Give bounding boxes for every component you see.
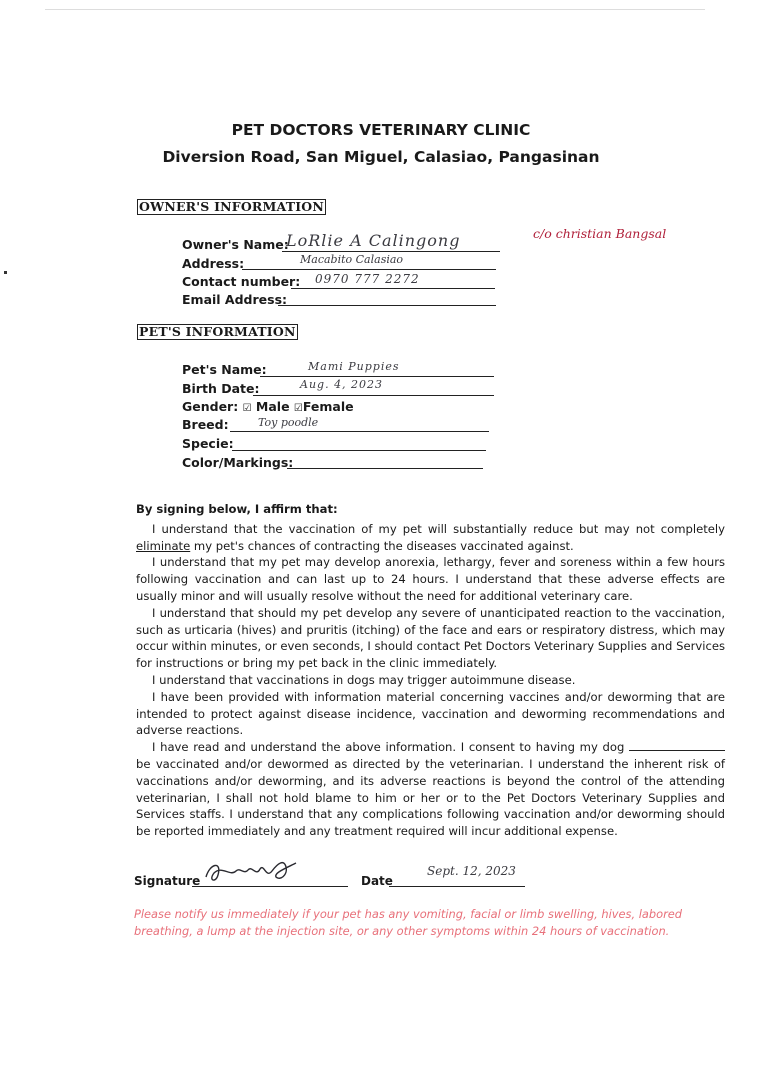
email-label: Email Address: bbox=[182, 292, 288, 307]
pet-name-value[interactable]: Mami Puppies bbox=[308, 360, 400, 373]
p6-text-a: I have read and understand the above information. I consent to having my dog bbox=[152, 740, 629, 755]
specie-line bbox=[232, 450, 486, 451]
owner-name-value[interactable]: LoRlie A Calingong bbox=[286, 231, 461, 250]
gender-label: Gender: bbox=[182, 399, 239, 414]
clinic-name: PET DOCTORS VETERINARY CLINIC bbox=[231, 121, 531, 139]
address-value[interactable]: Macabito Calasiao bbox=[300, 253, 404, 266]
color-label: Color/Markings: bbox=[182, 455, 294, 470]
breed-line bbox=[230, 431, 489, 432]
owner-name-label: Owner's Name: bbox=[182, 237, 289, 252]
affirmation-p6 bbox=[136, 739, 725, 840]
female-label: Female bbox=[302, 399, 354, 414]
contact-label: Contact number: bbox=[182, 274, 301, 289]
birth-date-value[interactable]: Aug. 4, 2023 bbox=[300, 378, 384, 391]
breed-value[interactable]: Toy poodle bbox=[258, 416, 319, 429]
pet-name-line bbox=[260, 376, 494, 377]
gender-row bbox=[182, 398, 354, 417]
email-line bbox=[278, 305, 496, 306]
male-label: Male bbox=[255, 399, 290, 414]
p1-underlined: eliminate bbox=[136, 538, 191, 553]
signature-label: Signature bbox=[134, 874, 201, 888]
affirmation-p4: I understand that vaccinations in dogs may trigger autoimmune disease. bbox=[152, 672, 576, 687]
p1-text-a: I understand that the vaccination of my pet will substantially reduce but may not completely bbox=[152, 521, 725, 536]
signature-scribble bbox=[200, 855, 310, 889]
margin-mark bbox=[4, 271, 7, 274]
owner-section-title: OWNER'S INFORMATION bbox=[139, 199, 325, 214]
pet-name-label: Pet's Name: bbox=[182, 362, 267, 377]
contact-line bbox=[291, 288, 495, 289]
notify-note: Please notify us immediately if your pet has any vomiting, facial or limb swelling, hives, labored breathing, a lump at the injection site, or any other symptoms within 24 hours of vaccination. bbox=[134, 907, 683, 938]
affirmation-text bbox=[136, 501, 725, 840]
address-line bbox=[242, 269, 496, 270]
clinic-address: Diversion Road, San Miguel, Calasiao, Pangasinan bbox=[162, 148, 600, 166]
affirmation-p3: I understand that should my pet develop any severe of unanticipated reaction to the vaccination, such as urticaria (hives) and pruritis (itching) of the face and ears or respiratory distress, which may occur within minutes, or even seconds, I should contact Pet Doctors Veterinary Supplies and Services for instructions or bring my pet back in the clinic immediately. bbox=[136, 605, 725, 671]
birth-date-line bbox=[253, 395, 494, 396]
address-label: Address: bbox=[182, 256, 245, 271]
owner-name-line bbox=[282, 251, 500, 252]
affirmation-p2: I understand that my pet may develop anorexia, lethargy, fever and soreness within a few hours following vaccination and can last up to 24 hours. I understand that these adverse effects are usually minor and will usually resolve without the need for additional veterinary care. bbox=[136, 555, 725, 603]
affirmation-p1 bbox=[136, 521, 725, 555]
pet-section-title: PET'S INFORMATION bbox=[139, 324, 296, 339]
specie-label: Specie: bbox=[182, 436, 234, 451]
date-value[interactable]: Sept. 12, 2023 bbox=[427, 864, 516, 878]
date-label: Date bbox=[361, 874, 393, 888]
owner-note: c/o christian Bangsal bbox=[533, 226, 667, 241]
affirmation-lead: By signing below, I affirm that: bbox=[136, 502, 338, 516]
female-checkbox[interactable]: ☑ bbox=[293, 403, 303, 414]
breed-label: Breed: bbox=[182, 417, 229, 432]
p1-text-b: my pet's chances of contracting the diseases vaccinated against. bbox=[190, 538, 574, 553]
dog-name-blank[interactable] bbox=[629, 740, 725, 751]
affirmation-p5: I have been provided with information material concerning vaccines and/or deworming that are intended to protect against disease incidence, vaccination and deworming recommendations and adverse reactions. bbox=[136, 689, 725, 738]
male-checkbox[interactable]: ☑ bbox=[242, 403, 252, 414]
top-rule bbox=[45, 9, 705, 10]
color-line bbox=[287, 468, 483, 469]
p6-text-b: be vaccinated and/or dewormed as directed by the veterinarian. I understand the inherent risk of vaccinations and/or deworming, and its adverse reactions is beyond the control of the attending veterinarian, I shall not hold blame to him or her or to the Pet Doctors Veterinary Supplies and Services staffs. I understand that any complications following vaccination and/or deworming should be reported immediately and any treatment required will incur additional expense. bbox=[136, 756, 725, 839]
contact-value[interactable]: 0970 777 2272 bbox=[315, 272, 420, 286]
date-line bbox=[389, 886, 525, 887]
birth-date-label: Birth Date: bbox=[182, 381, 260, 396]
